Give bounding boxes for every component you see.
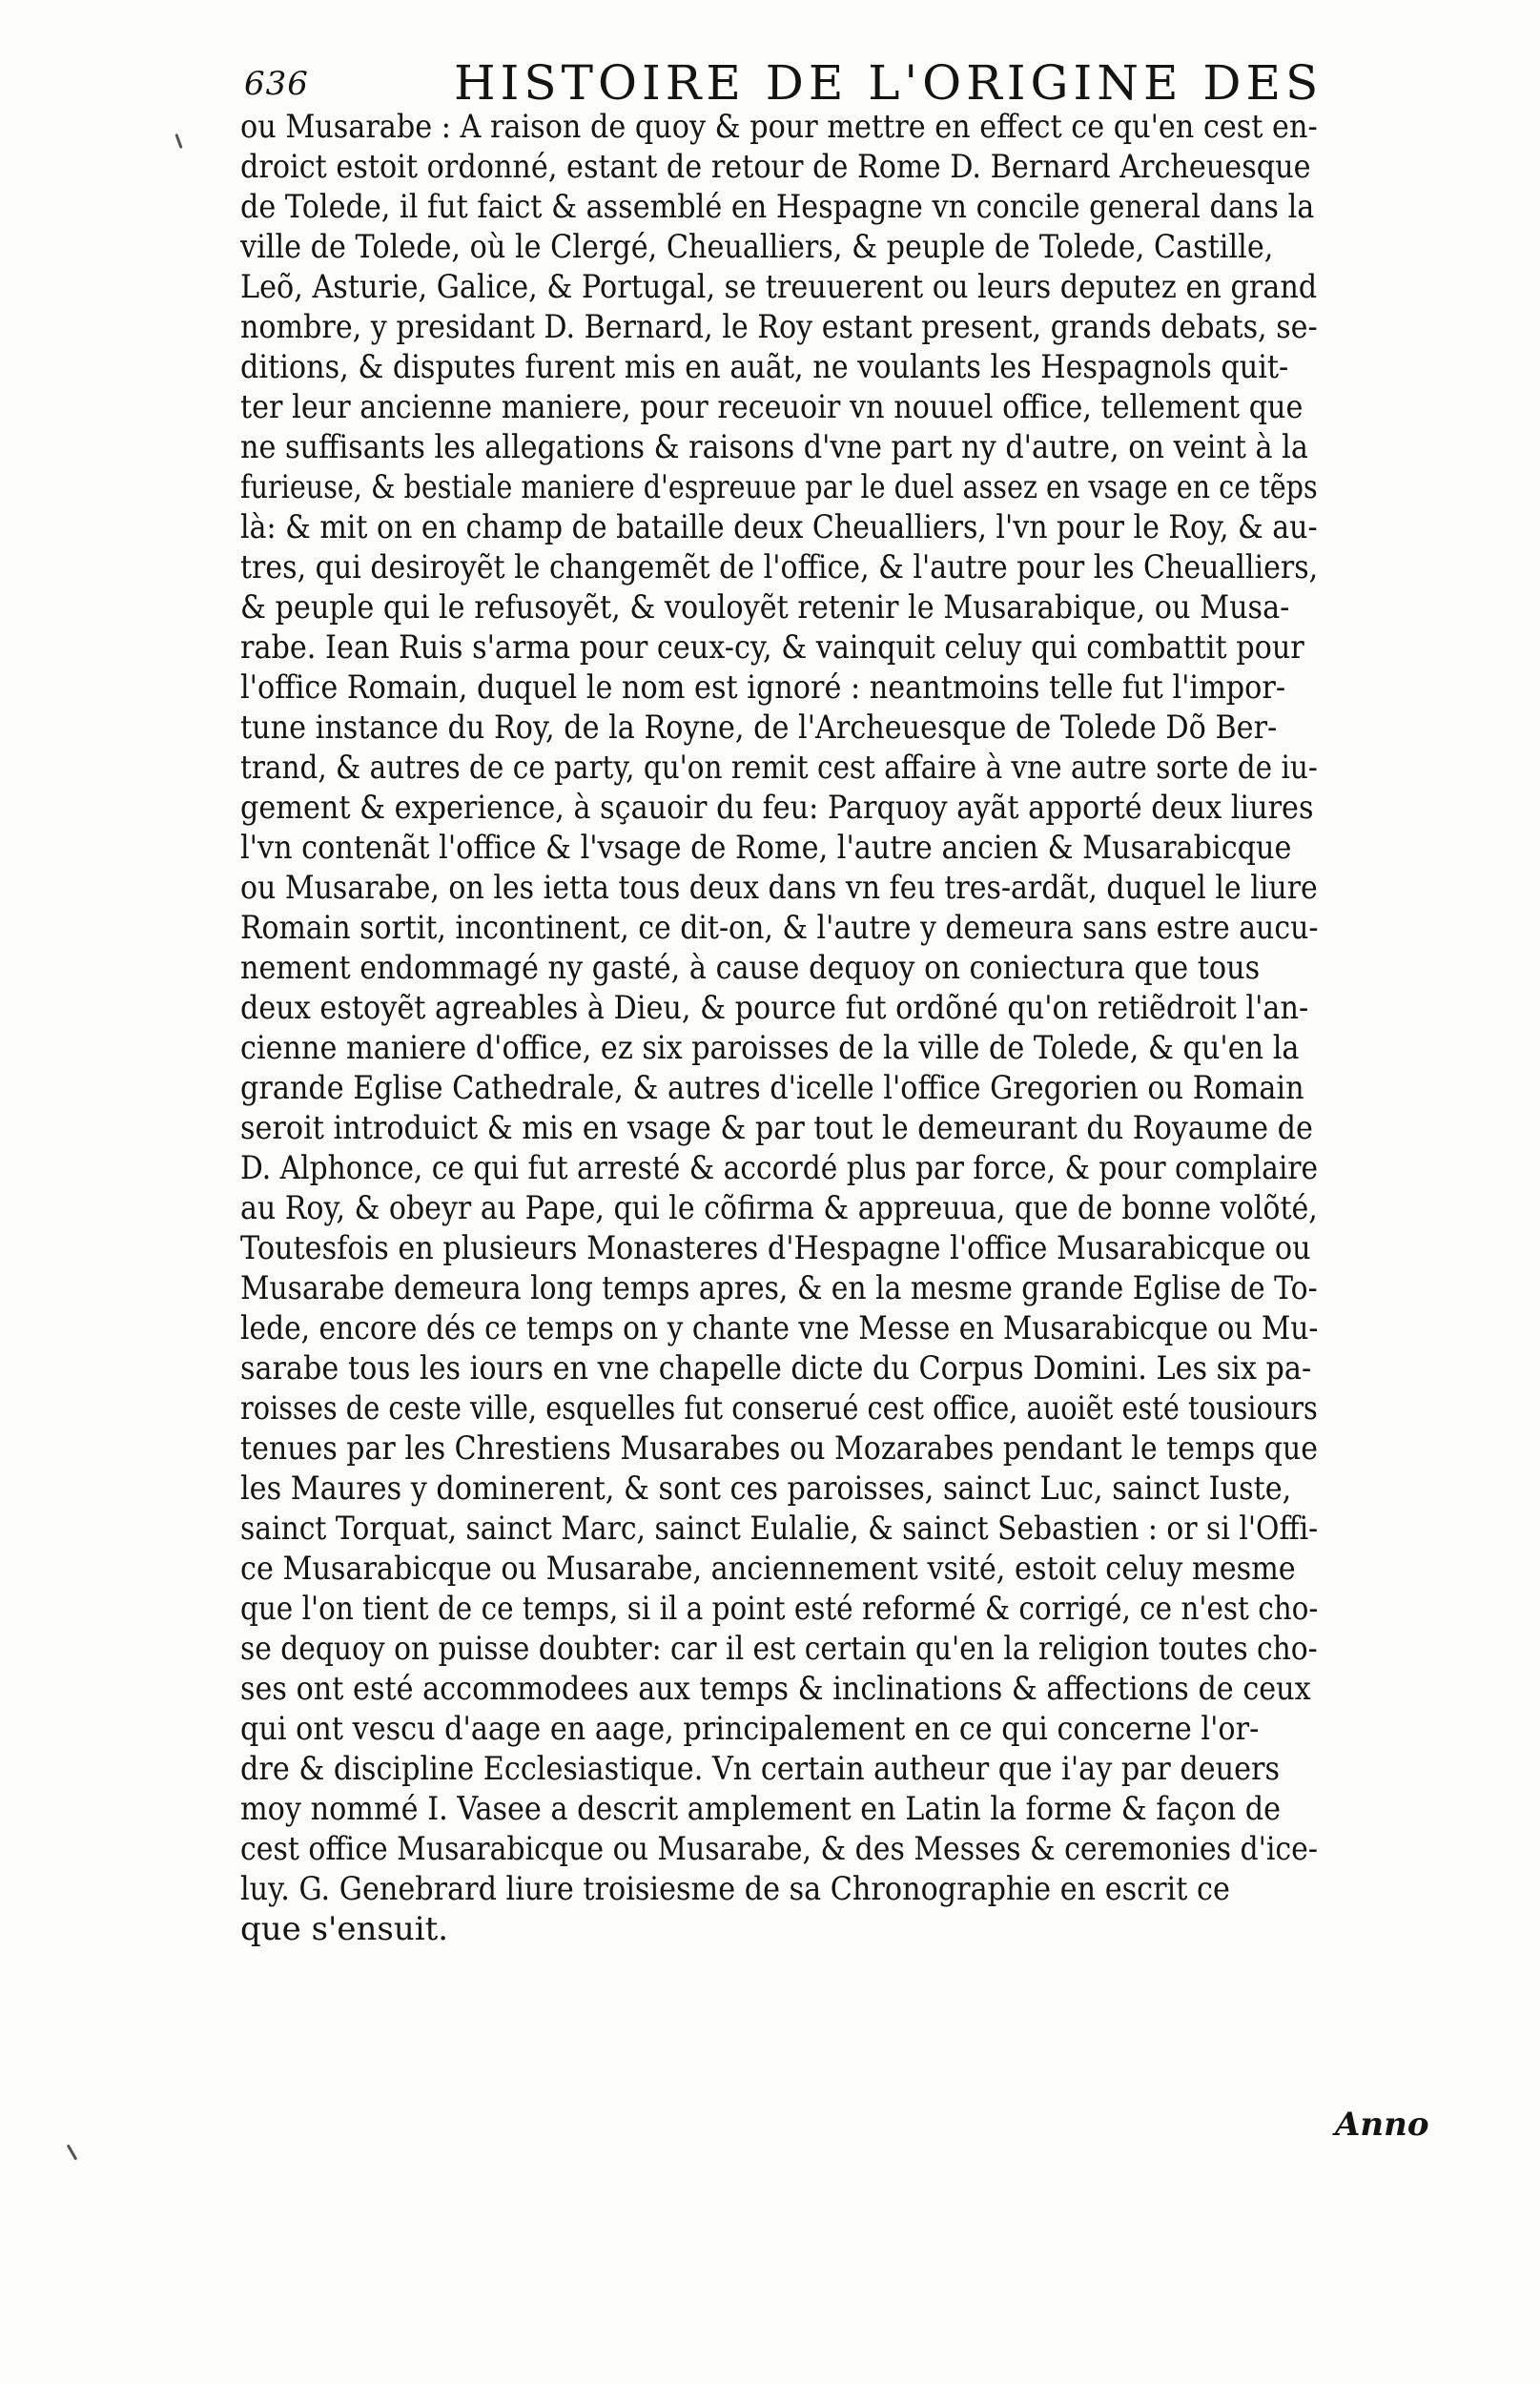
text-line: rabe. Iean Ruis s'arma pour ceux-cy, & vainquit celuy qui combattit pour (240, 628, 1304, 667)
text-line: gement & experience, à sçauoir du feu: Parquoy ayãt apporté deux liures (240, 789, 1314, 827)
text-line: Musarabe demeura long temps apres, & en la mesme grande Eglise de To- (240, 1269, 1318, 1307)
text-line: l'vn contenãt l'office & l'vsage de Rome, l'autre ancien & Musarabicque (240, 829, 1292, 867)
text-line: ses ont esté accommodees aux temps & inclinations & affections de ceux (240, 1670, 1311, 1708)
text-line: ville de Tolede, où le Clergé, Cheualliers, & peuple de Tolede, Castille, (240, 228, 1274, 266)
text-line: ou Musarabe : A raison de quoy & pour mettre en effect ce qu'en cest en- (240, 108, 1318, 146)
text-line: roisses de ceste ville, esquelles fut conserué cest office, auoiẽt esté tousiours (240, 1389, 1318, 1428)
text-line: l'office Romain, duquel le nom est ignoré : neantmoins telle fut l'impor- (240, 668, 1286, 707)
text-line: tres, qui desiroyẽt le changemẽt de l'office, & l'autre pour les Cheualliers, (240, 548, 1319, 586)
body-text (240, 107, 1451, 1949)
text-line: dre & discipline Ecclesiastique. Vn certain autheur que i'ay par deuers (240, 1750, 1281, 1788)
text-line: ne suffisants les allegations & raisons d'vne part ny d'autre, on veint à la (240, 428, 1308, 466)
text-line: se dequoy on puisse doubter: car il est certain qu'en la religion toutes cho- (240, 1630, 1318, 1668)
text-line: tune instance du Roy, de la Royne, de l'Archeuesque de Tolede Dõ Ber- (240, 709, 1278, 747)
text-line: ditions, & disputes furent mis en auãt, ne voulants les Hespagnols quit- (240, 348, 1289, 386)
text-line: trand, & autres de ce party, qu'on remit cest affaire à vne autre sorte de iu- (240, 749, 1318, 787)
text-line: les Maures y dominerent, & sont ces paroisses, sainct Luc, sainct Iuste, (240, 1469, 1292, 1508)
text-line: de Tolede, il fut faict & assemblé en Hespagne vn concile general dans la (240, 188, 1315, 226)
text-line: luy. G. Genebrard liure troisiesme de sa Chronographie en escrit ce (240, 1870, 1230, 1908)
text-line: Leõ, Asturie, Galice, & Portugal, se treuuerent ou leurs deputez en grand (240, 268, 1318, 306)
ink-speck (175, 134, 182, 149)
text-line: nombre, y presidant D. Bernard, le Roy estant present, grands debats, se- (240, 308, 1318, 346)
text-line: qui ont vescu d'aage en aage, principalement en ce qui concerne l'or- (240, 1710, 1260, 1748)
text-line: ou Musarabe, on les ietta tous deux dans vn feu tres-ardãt, duquel le liure (240, 869, 1318, 907)
running-title: HISTOIRE DE L'ORIGINE DES (454, 55, 1324, 111)
text-line: que s'ensuit. (240, 1910, 449, 1948)
text-line: là: & mit on en champ de bataille deux Cheualliers, l'vn pour le Roy, & au- (240, 508, 1318, 546)
text-line: Romain sortit, incontinent, ce dit-on, & l'autre y demeura sans estre aucu- (240, 909, 1319, 947)
text-line: Toutesfois en plusieurs Monasteres d'Hespagne l'office Musarabicque ou (240, 1229, 1311, 1267)
text-line: moy nommé I. Vasee a descrit amplement en Latin la forme & façon de (240, 1790, 1282, 1828)
text-line: que l'on tient de ce temps, si il a point esté reformé & corrigé, ce n'est cho- (240, 1590, 1319, 1628)
text-line: D. Alphonce, ce qui fut arresté & accordé plus par force, & pour complaire (240, 1149, 1319, 1187)
text-line: cest office Musarabicque ou Musarabe, & des Messes & ceremonies d'ice- (240, 1830, 1318, 1868)
text-line: nement endommagé ny gasté, à cause dequoy on coniectura que tous (240, 949, 1261, 987)
text-line: tenues par les Chrestiens Musarabes ou Mozarabes pendant le temps que (240, 1429, 1319, 1468)
text-line: sarabe tous les iours en vne chapelle dicte du Corpus Domini. Les six pa- (240, 1349, 1312, 1387)
text-line: seroit introduict & mis en vsage & par tout le demeurant du Royaume de (240, 1109, 1313, 1147)
text-line: sainct Torquat, sainct Marc, sainct Eulalie, & sainct Sebastien : or si l'Offi- (240, 1510, 1319, 1548)
text-line: ter leur ancienne maniere, pour receuoir vn nouuel office, tellement que (240, 388, 1304, 426)
text-line: furieuse, & bestiale maniere d'espreuue par le duel assez en vsage en ce tẽps (240, 468, 1318, 506)
ink-speck (67, 2144, 78, 2160)
text-line: au Roy, & obeyr au Pape, qui le cõfirma & appreuua, que de bonne volõté, (240, 1189, 1318, 1227)
text-line: cienne maniere d'office, ez six paroisses de la ville de Tolede, & qu'en la (240, 1029, 1300, 1067)
text-line: deux estoyẽt agreables à Dieu, & pource fut ordõné qu'on retiẽdroit l'an- (240, 989, 1309, 1027)
page-number: 636 (244, 65, 309, 103)
text-line: ce Musarabicque ou Musarabe, anciennement vsité, estoit celuy mesme (240, 1550, 1296, 1588)
text-line: droict estoit ordonné, estant de retour de Rome D. Bernard Archeuesque (240, 148, 1311, 186)
text-line: grande Eglise Cathedrale, & autres d'icelle l'office Gregorien ou Romain (240, 1069, 1304, 1107)
catchword: Anno (1335, 2106, 1429, 2144)
text-line: & peuple qui le refusoyẽt, & vouloyẽt retenir le Musarabique, ou Musa- (240, 588, 1290, 627)
text-line: lede, encore dés ce temps on y chante vne Messe en Musarabicque ou Mu- (240, 1309, 1319, 1347)
